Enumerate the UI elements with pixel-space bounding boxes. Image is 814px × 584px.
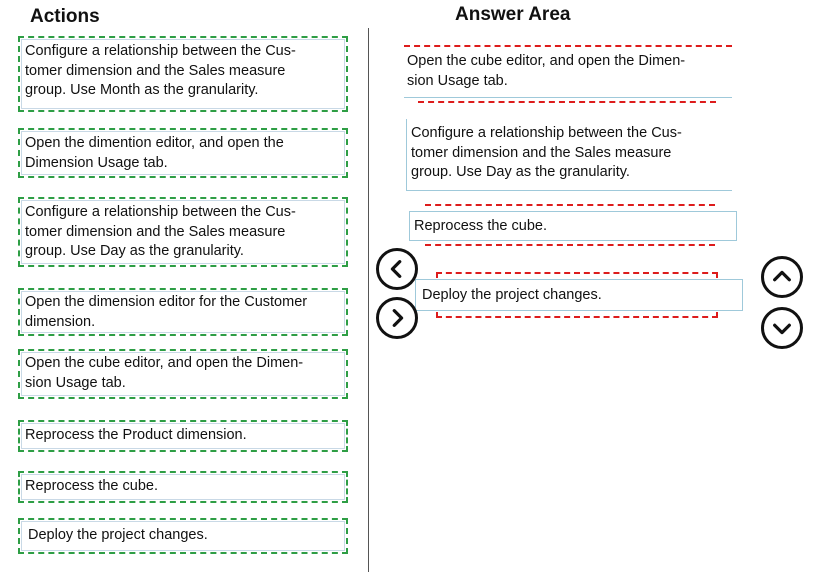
answer-item-label: Open the cube editor, and open the Dimen- sion Usage tab. <box>407 53 686 89</box>
answer-item[interactable] <box>406 119 732 191</box>
answer-item[interactable] <box>415 279 743 311</box>
move-up-button[interactable] <box>761 256 803 298</box>
answer-slot-dashed-line <box>425 244 715 246</box>
action-item[interactable] <box>18 197 348 267</box>
action-item-label: Open the dimension editor for the Customer dimension. <box>25 294 308 330</box>
chevron-up-icon <box>771 266 793 288</box>
answer-slot-dashed-line <box>418 101 716 103</box>
action-item[interactable] <box>18 518 348 554</box>
action-item-label: Open the dimention editor, and open the Dimension Usage tab. <box>25 135 284 171</box>
answer-item[interactable] <box>404 45 732 98</box>
answer-item-label: Configure a relationship between the Cus- tomer dimension and the Sales measure group. Use Day as the granularity. <box>411 125 682 180</box>
action-item[interactable] <box>18 471 348 503</box>
action-item-label: Deploy the project changes. <box>28 527 208 543</box>
action-item[interactable] <box>18 36 348 112</box>
action-item-label: Reprocess the Product dimension. <box>25 427 247 443</box>
answer-area-header: Answer Area <box>455 4 571 25</box>
chevron-right-icon <box>386 307 408 329</box>
answer-item-label: Deploy the project changes. <box>422 287 602 303</box>
move-down-button[interactable] <box>761 307 803 349</box>
action-item-label: Open the cube editor, and open the Dimen- sion Usage tab. <box>25 355 304 391</box>
move-right-button[interactable] <box>376 297 418 339</box>
actions-header: Actions <box>30 6 100 27</box>
answer-item[interactable] <box>409 211 737 241</box>
action-item[interactable] <box>18 420 348 452</box>
action-item[interactable] <box>18 128 348 178</box>
action-item-label: Configure a relationship between the Cus- tomer dimension and the Sales measure group. Use Month as the granularity. <box>25 43 296 98</box>
action-item-label: Reprocess the cube. <box>25 478 158 494</box>
chevron-left-icon <box>386 258 408 280</box>
action-item-label: Configure a relationship between the Cus- tomer dimension and the Sales measure group. Use Day as the granularity. <box>25 204 296 259</box>
panel-divider <box>368 28 369 572</box>
move-left-button[interactable] <box>376 248 418 290</box>
action-item[interactable] <box>18 288 348 336</box>
answer-item-label: Reprocess the cube. <box>414 218 547 234</box>
action-item[interactable] <box>18 349 348 399</box>
chevron-down-icon <box>771 317 793 339</box>
answer-slot-dashed-line <box>425 204 715 206</box>
